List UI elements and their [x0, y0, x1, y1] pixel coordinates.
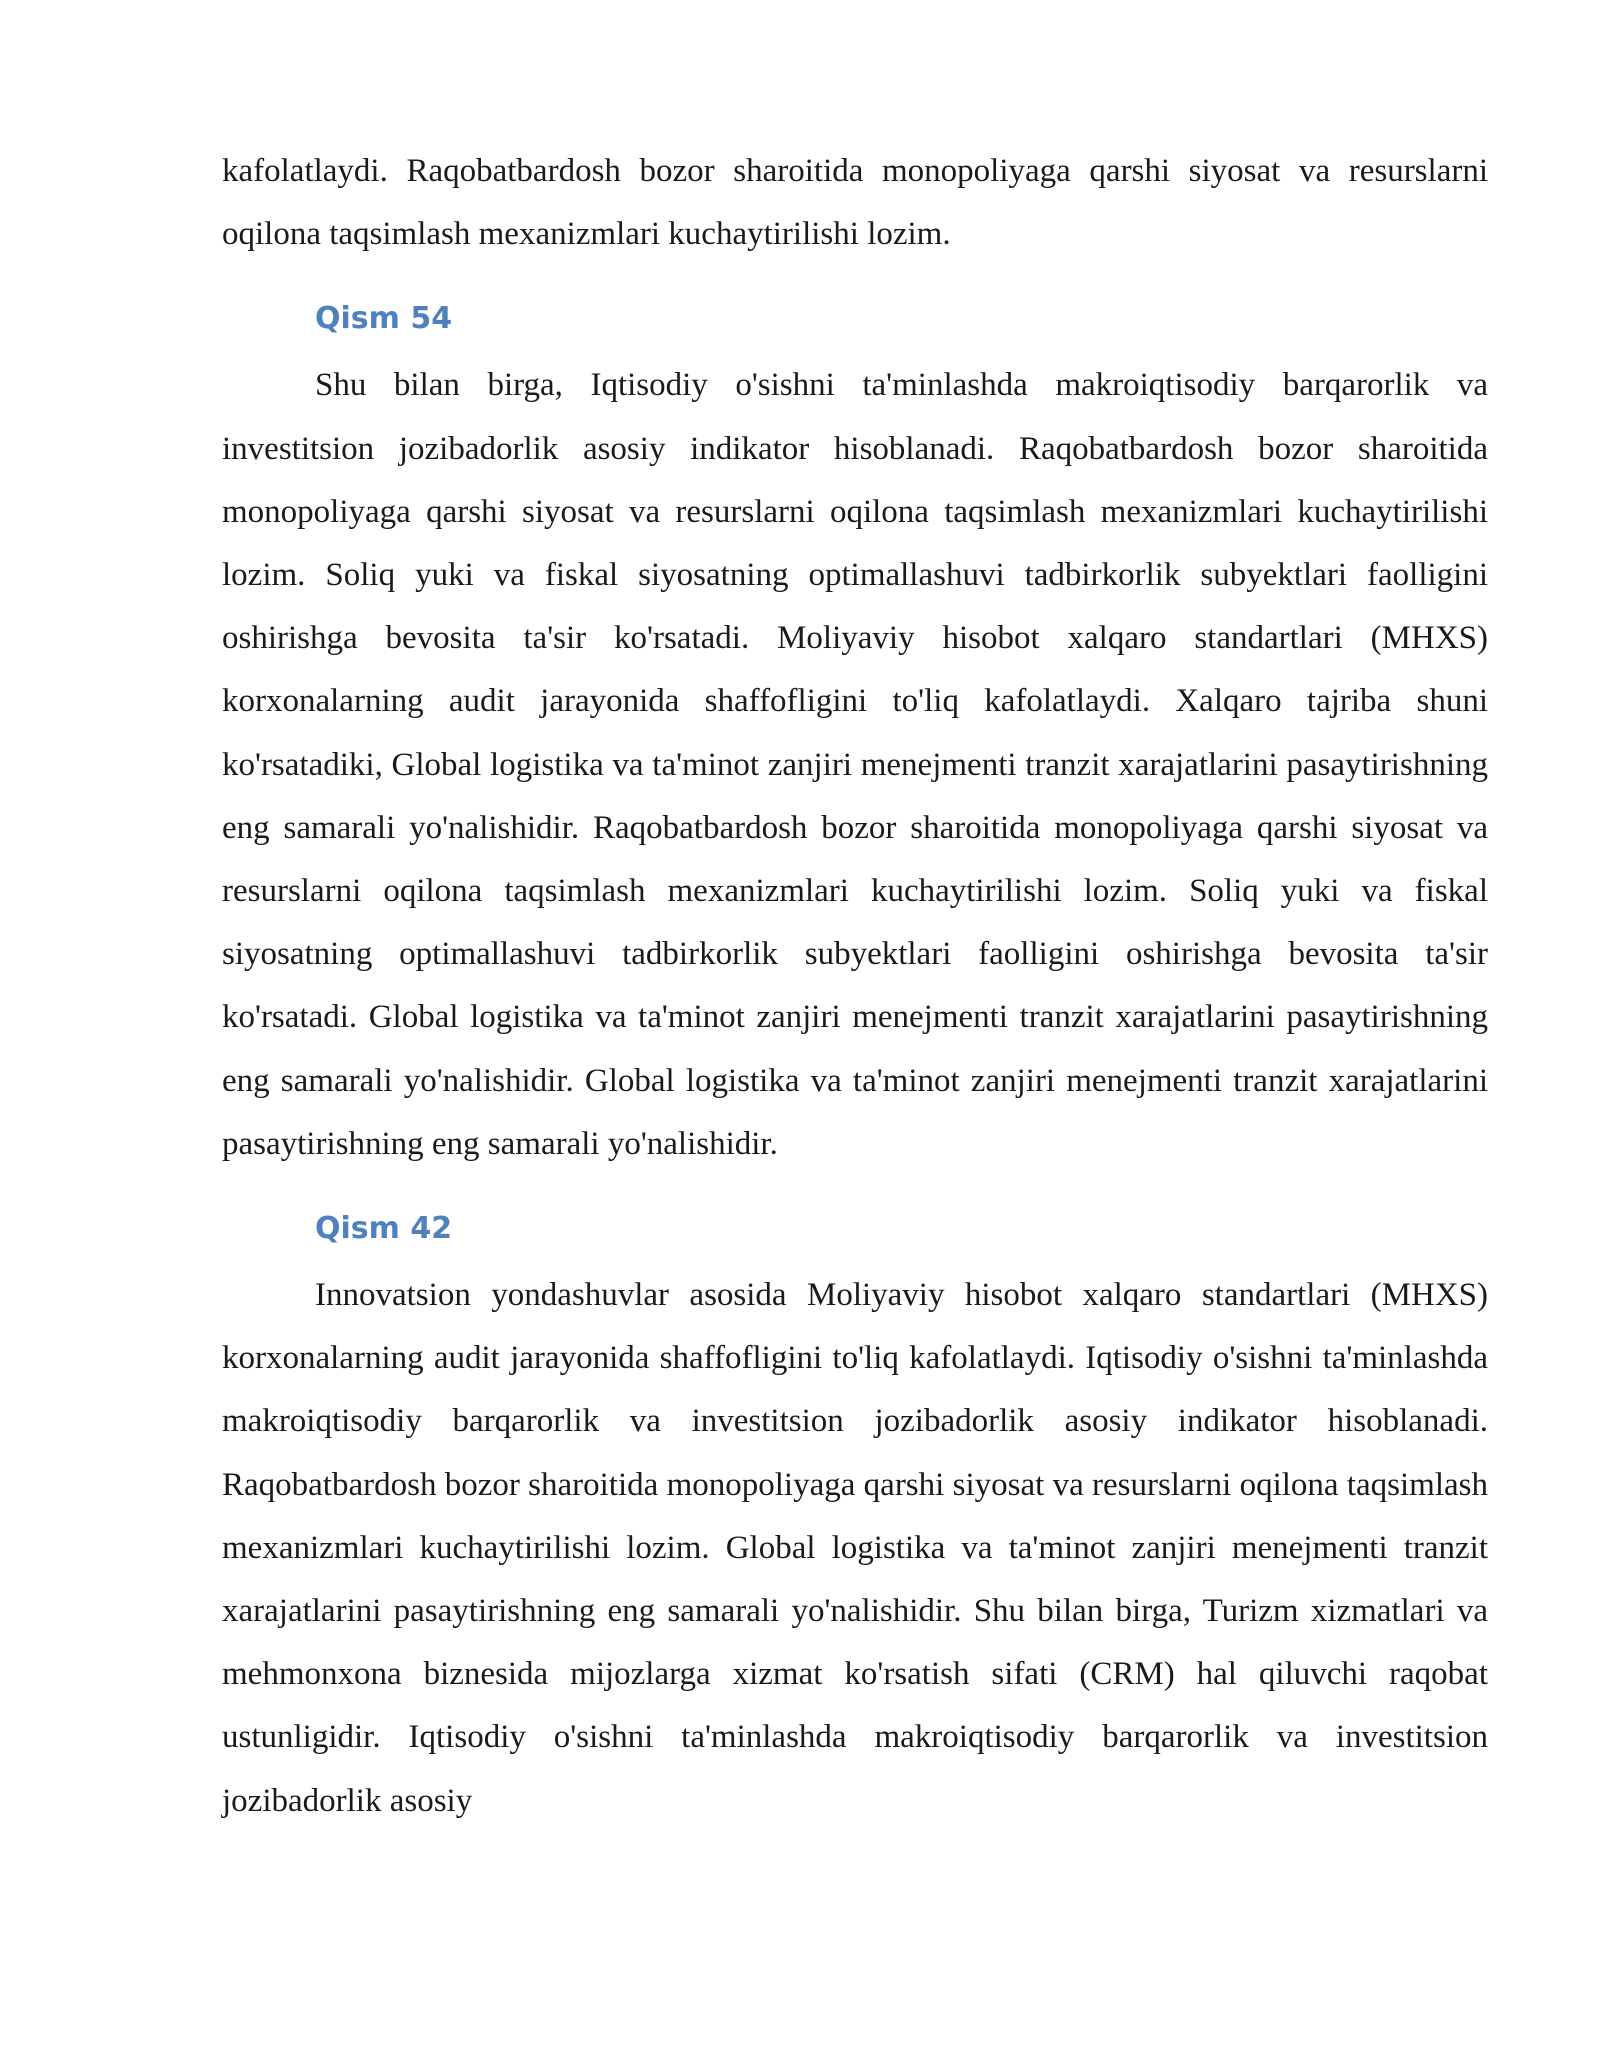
section-paragraph: Shu bilan birga, Iqtisodiy o'sishni ta'minlashda makroiqtisodiy barqarorlik va investitsion jozibadorlik asosiy indikator hisoblanadi. Raqobatbardosh bozor sharoitida monopoliyaga qarshi siyosat va resurslarni oqilona taqsimlash mexanizmlari kuchaytirilishi lozim. Soliq yuki va fiskal siyosatning optimallashuvi tadbirkorlik subyektlari faolligini oshirishga bevosita ta'sir ko'rsatadi. Moliyaviy hisobot xalqaro standartlari (MHXS) korxonalarning audit jarayonida shaffofligini to'liq kafolatlaydi. Xalqaro tajriba shuni ko'rsatadiki, Global logistika va ta'minot zanjiri menejmenti tranzit xarajatlarini pasaytirishning eng samarali yo'nalishidir. Raqobatbardosh bozor sharoitida monopoliyaga qarshi siyosat va resurslarni oqilona taqsimlash mexanizmlari kuchaytirilishi lozim. Soliq yuki va fiskal siyosatning optimallashuvi tadbirkorlik subyektlari faolligini oshirishga bevosita ta'sir ko'rsatadi. Global logistika va ta'minot zanjiri menejmenti tranzit xarajatlarini pasaytirishning eng samarali yo'nalishidir. Global logistika va ta'minot zanjiri menejmenti tranzit xarajatlarini pasaytirishning eng samarali yo'nalishidir. [222, 367, 1488, 1162]
section-heading: Qism 54 [315, 301, 453, 337]
document-page [222, 140, 1488, 1833]
section-heading: Qism 42 [315, 1211, 453, 1247]
intro-paragraph: kafolatlaydi. Raqobatbardosh bozor sharoitida monopoliyaga qarshi siyosat va resurslarni oqilona taqsimlash mexanizmlari kuchaytirilishi lozim. [222, 153, 1488, 253]
section-paragraph: Innovatsion yondashuvlar asosida Moliyaviy hisobot xalqaro standartlari (MHXS) korxonalarning audit jarayonida shaffofligini to'liq kafolatlaydi. Iqtisodiy o'sishni ta'minlashda makroiqtisodiy barqarorlik va investitsion jozibadorlik asosiy indikator hisoblanadi. Raqobatbardosh bozor sharoitida monopoliyaga qarshi siyosat va resurslarni oqilona taqsimlash mexanizmlari kuchaytirilishi lozim. Global logistika va ta'minot zanjiri menejmenti tranzit xarajatlarini pasaytirishning eng samarali yo'nalishidir. Shu bilan birga, Turizm xizmatlari va mehmonxona biznesida mijozlarga xizmat ko'rsatish sifati (CRM) hal qiluvchi raqobat ustunligidir. Iqtisodiy o'sishni ta'minlashda makroiqtisodiy barqarorlik va investitsion jozibadorlik asosiy [222, 1277, 1488, 1819]
